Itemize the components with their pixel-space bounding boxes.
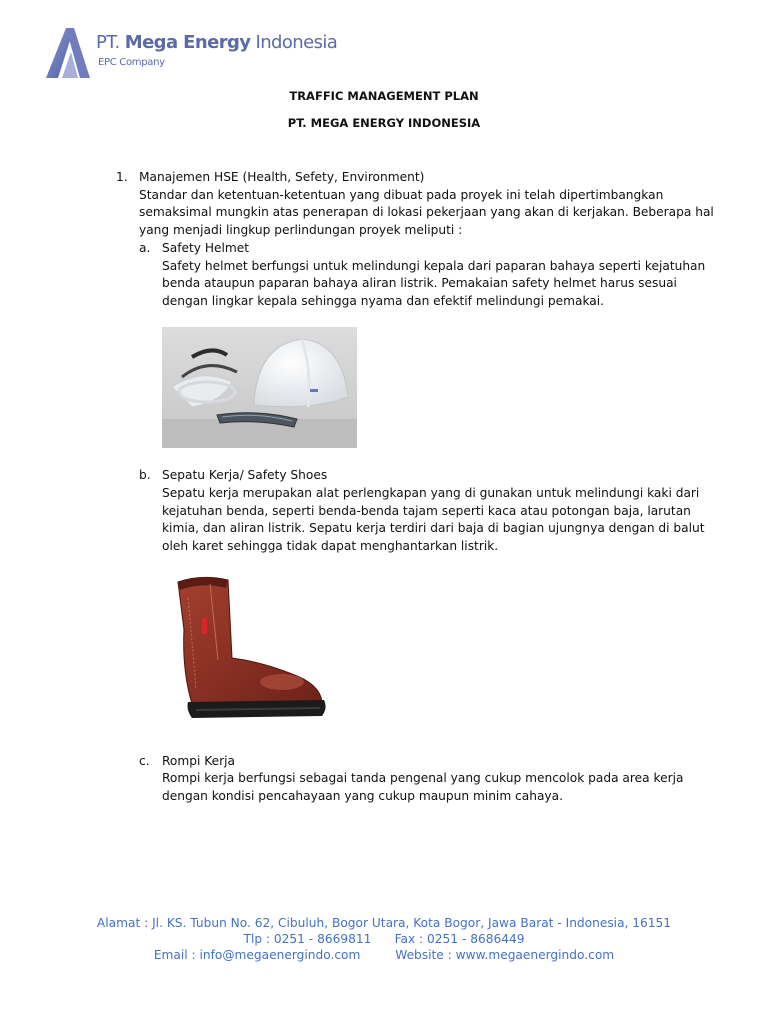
- item-letter: a.: [139, 241, 151, 255]
- item-body-line: Rompi kerja berfungsi sebagai tanda pengenal yang cukup mencolok pada area kerja: [162, 771, 684, 785]
- section-number: 1.: [116, 170, 128, 184]
- item-title-helmet: Safety Helmet: [162, 241, 250, 255]
- company-name: PT. Mega Energy Indonesia: [96, 32, 338, 53]
- footer-address: Alamat : Jl. KS. Tubun No. 62, Cibuluh, Bogor Utara, Kota Bogor, Jawa Barat - Indonesia, 16151: [96, 916, 672, 930]
- footer-contact: Email : info@megaenergindo.com Website : www.megaenergindo.com: [153, 948, 615, 962]
- company-subtitle: EPC Company: [98, 57, 165, 68]
- safety-helmet-photo: [162, 327, 357, 448]
- item-body-line: Sepatu kerja merupakan alat perlengkapan yang di gunakan untuk melindungi kaki dari: [162, 486, 700, 500]
- company-logo-icon: [44, 26, 94, 80]
- document-subtitle: PT. MEGA ENERGY INDONESIA: [287, 116, 481, 130]
- item-body-line: kimia, dan aliran listrik. Sepatu kerja terdiri dari baja di bagian ujungnya dengan di balut: [162, 521, 705, 535]
- item-body-line: kejatuhan benda, seperti benda-benda tajam seperti kaca atau potongan baja, larutan: [162, 504, 691, 518]
- section-intro-line: Standar dan ketentuan-ketentuan yang dibuat pada proyek ini telah dipertimbangkan: [139, 188, 664, 202]
- item-body-line: dengan kondisi pencahayaan yang cukup maupun minim cahaya.: [162, 789, 563, 803]
- item-body-line: Safety helmet berfungsi untuk melindungi kepala dari paparan bahaya seperti kejatuhan: [162, 259, 706, 273]
- document-title: TRAFFIC MANAGEMENT PLAN: [289, 89, 479, 103]
- item-letter: b.: [139, 468, 151, 482]
- item-letter: c.: [139, 754, 150, 768]
- item-body-line: oleh karet sehingga tidak dapat menghantarkan listrik.: [162, 539, 499, 553]
- company-logo: [44, 26, 338, 82]
- section-intro-line: yang menjadi lingkup perlindungan proyek meliputi :: [139, 223, 463, 237]
- item-body-line: benda ataupun paparan bahaya aliran listrik. Pemakaian safety helmet harus sesuai: [162, 276, 677, 290]
- item-title-vest: Rompi Kerja: [162, 754, 235, 768]
- item-title-shoes: Sepatu Kerja/ Safety Shoes: [162, 468, 328, 482]
- section-intro-line: semaksimal mungkin atas penerapan di lokasi pekerjaan yang akan di kerjakan. Beberapa hal: [139, 205, 714, 219]
- safety-boot-photo: [162, 570, 332, 730]
- footer-phone: Tlp : 0251 - 8669811 Fax : 0251 - 8686449: [243, 932, 525, 946]
- item-body-line: dengan lingkar kepala sehingga nyama dan efektif melindungi pemakai.: [162, 294, 605, 308]
- section-heading: Manajemen HSE (Health, Sefety, Environment): [139, 170, 425, 184]
